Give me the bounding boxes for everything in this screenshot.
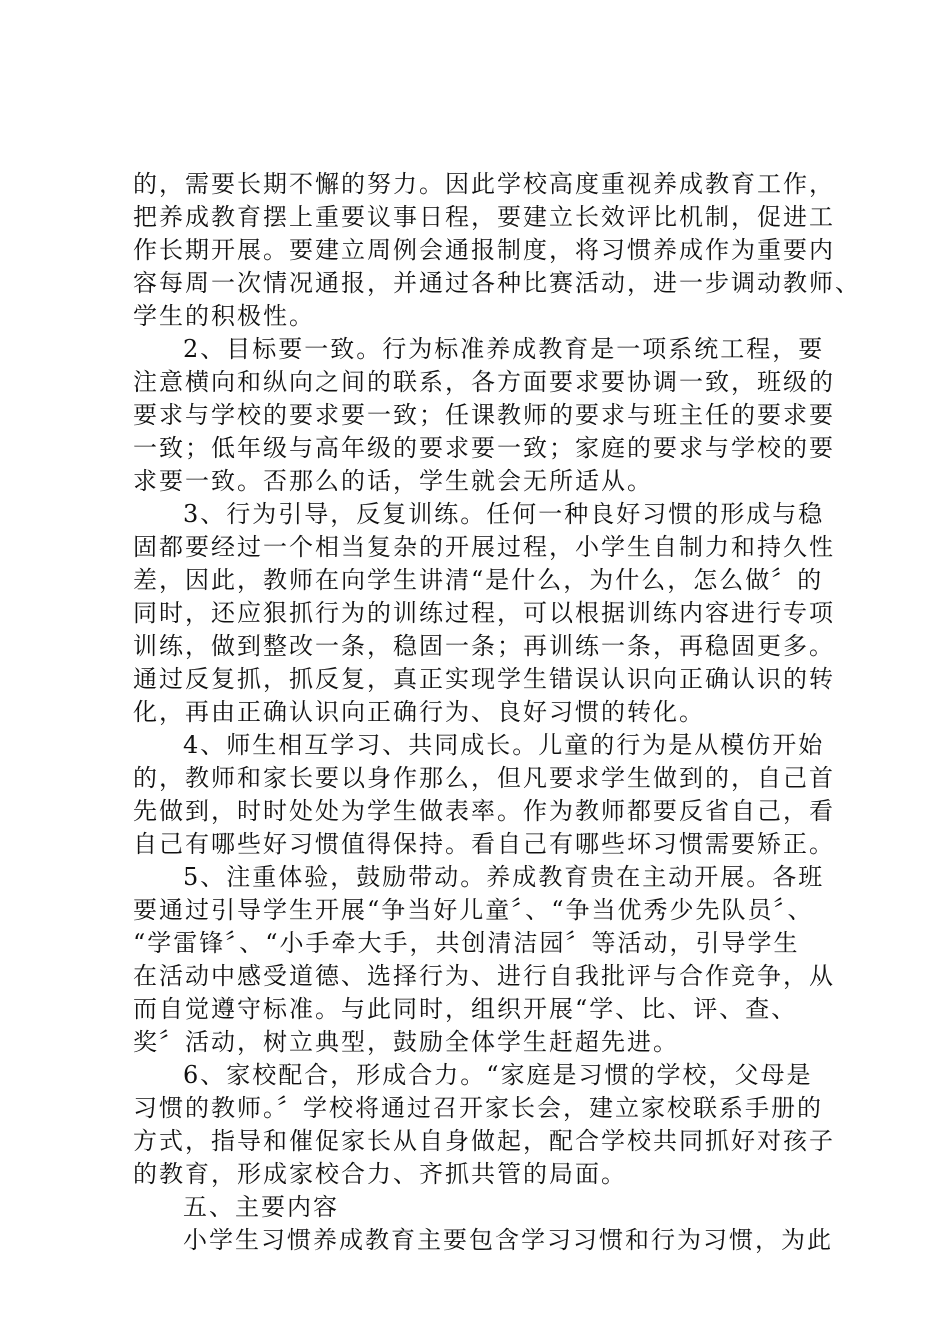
text-line: 训练，做到整改一条，稳固一条；再训练一条，再稳固更多。	[133, 632, 835, 660]
text-line: 学生的积极性。	[133, 302, 315, 330]
paragraph-6-start: 6、家校配合，形成合力。“家庭是习惯的学校，父母是	[183, 1061, 813, 1089]
text-line: 习惯的教师。〞学校将通过召开家长会，建立家校联系手册的	[133, 1094, 823, 1122]
text-line: 容每周一次情况通报，并通过各种比赛活动，进一步调动教师、	[133, 269, 861, 297]
text-line: 同时，还应狠抓行为的训练过程，可以根据训练内容进行专项	[133, 599, 835, 627]
text-line: 自己有哪些好习惯值得保持。看自己有哪些坏习惯需要矫正。	[133, 830, 835, 858]
paragraph-5-start: 5、注重体验，鼓励带动。养成教育贵在主动开展。各班	[183, 863, 825, 891]
paragraph-4-start: 4、师生相互学习、共同成长。儿童的行为是从模仿开始	[183, 731, 825, 759]
paragraph-3-start: 3、行为引导，反复训练。任何一种良好习惯的形成与稳	[183, 500, 825, 528]
text-line: 注意横向和纵向之间的联系，各方面要求要协调一致，班级的	[133, 368, 835, 396]
text-line: 把养成教育摆上重要议事日程，要建立长效评比机制，促进工	[133, 203, 835, 231]
text-line: 而自觉遵守标准。与此同时，组织开展“学、比、评、查、	[133, 995, 798, 1023]
text-line: 的，教师和家长要以身作那么，但凡要求学生做到的，自己首	[133, 764, 835, 792]
body-text	[133, 168, 861, 1257]
text-line: 化，再由正确认识向正确行为、良好习惯的转化。	[133, 698, 705, 726]
text-line: 固都要经过一个相当复杂的开展过程，小学生自制力和持久性	[133, 533, 835, 561]
text-line: 求要一致。否那么的话，学生就会无所适从。	[133, 467, 653, 495]
text-line: 在活动中感受道德、选择行为、进行自我批评与合作竞争，从	[133, 962, 835, 990]
text-line: 的教育，形成家校合力、齐抓共管的局面。	[133, 1160, 627, 1188]
section-heading: 五、主要内容	[183, 1193, 339, 1221]
paragraph-7-start: 小学生习惯养成教育主要包含学习习惯和行为习惯，为此	[183, 1226, 833, 1254]
text-line: “学雷锋〞、“小手牵大手，共创清洁园〞等活动，引导学生	[133, 929, 800, 957]
paragraph-2-start: 2、目标要一致。行为标准养成教育是一项系统工程，要	[183, 335, 825, 363]
text-line: 先做到，时时处处为学生做表率。作为教师都要反省自己，看	[133, 797, 835, 825]
text-line: 要求与学校的要求要一致；任课教师的要求与班主任的要求要	[133, 401, 835, 429]
text-line: 要通过引导学生开展“争当好儿童〞、“争当优秀少先队员〞、	[133, 896, 814, 924]
text-line: 奖〞活动，树立典型，鼓励全体学生赶超先进。	[133, 1028, 679, 1056]
text-line: 通过反复抓，抓反复，真正实现学生错误认识向正确认识的转	[133, 665, 835, 693]
text-line: 一致；低年级与高年级的要求要一致；家庭的要求与学校的要	[133, 434, 835, 462]
text-line: 方式，指导和催促家长从自身做起，配合学校共同抓好对孩子	[133, 1127, 835, 1155]
text-line: 作长期开展。要建立周例会通报制度，将习惯养成作为重要内	[133, 236, 835, 264]
text-line: 差，因此，教师在向学生讲清“是什么，为什么，怎么做〞的	[133, 566, 824, 594]
text-line: 的，需要长期不懈的努力。因此学校高度重视养成教育工作，	[133, 170, 835, 198]
